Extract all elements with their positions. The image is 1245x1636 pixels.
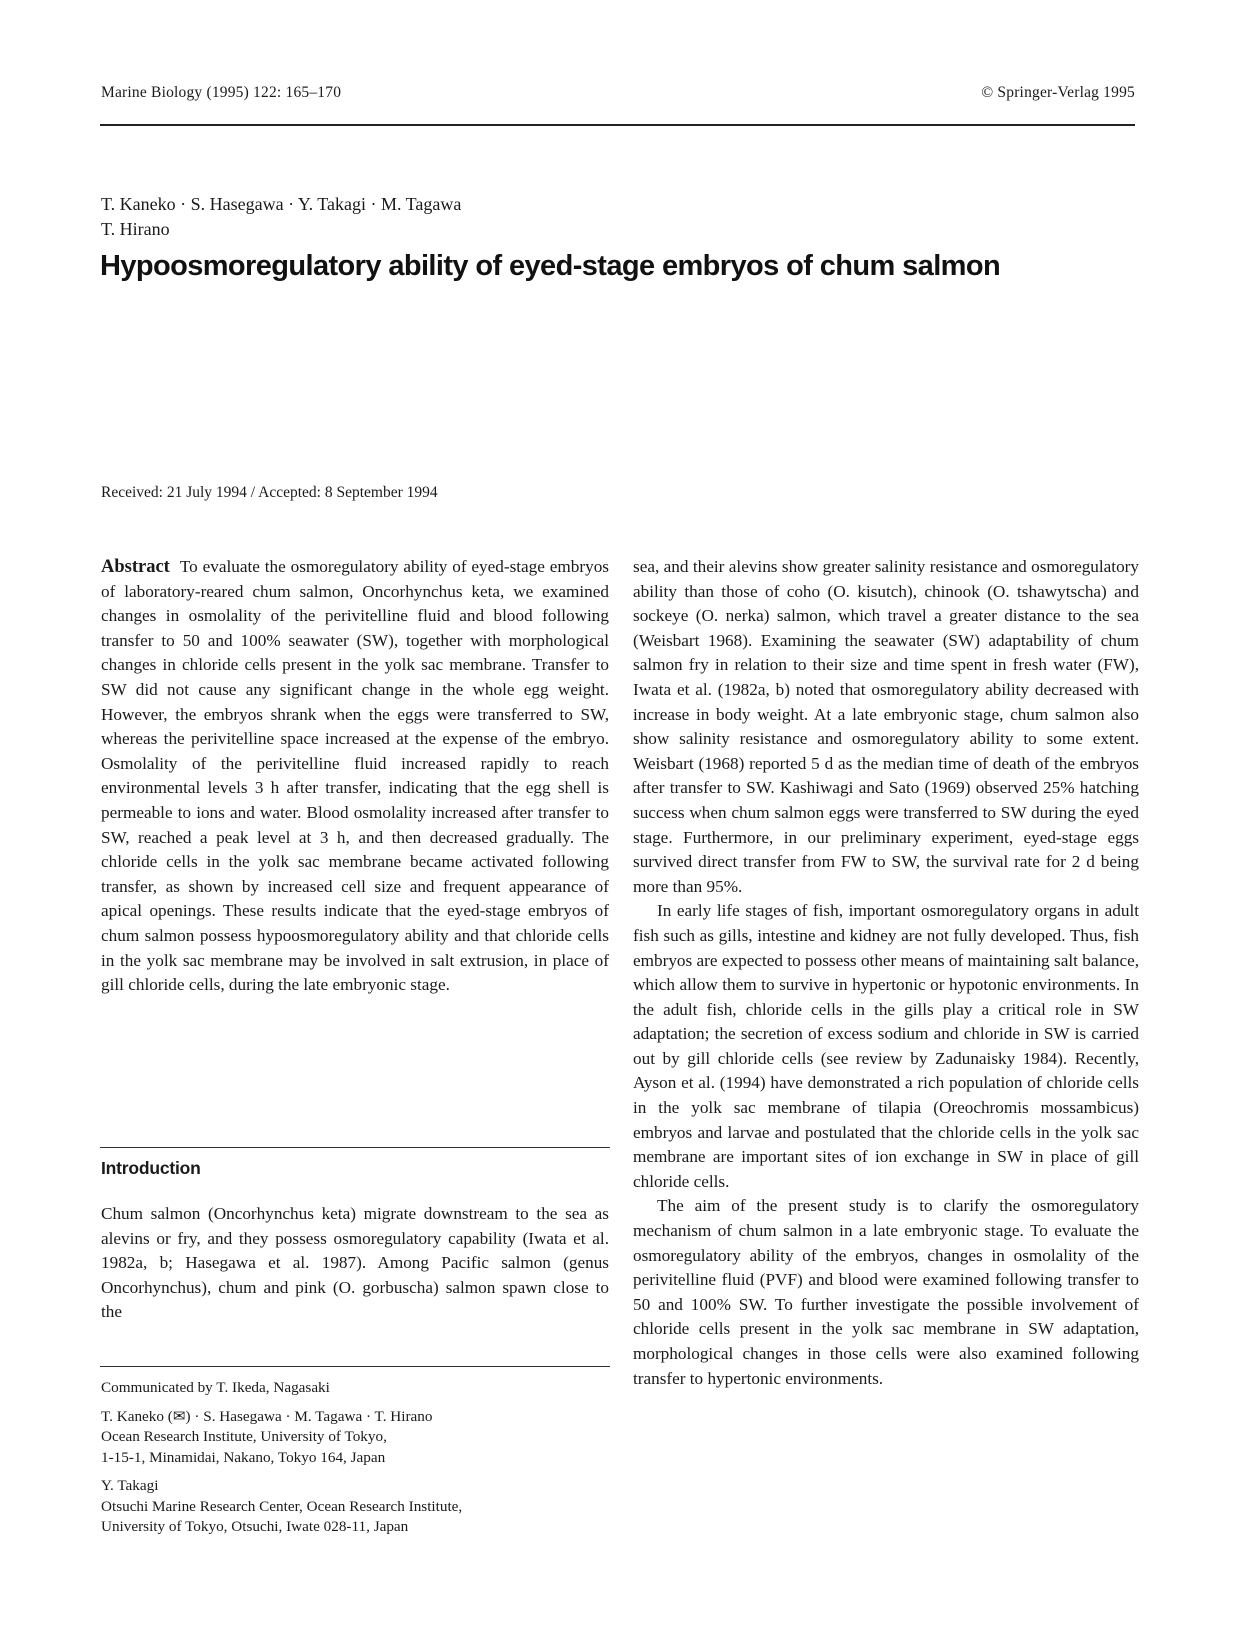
communicated-by: Communicated by T. Ikeda, Nagasaki	[101, 1379, 330, 1396]
address-block-1	[101, 1407, 611, 1469]
header-rule	[100, 124, 1135, 126]
address-2-line-2: University of Tokyo, Otsuchi, Iwate 028-11, Japan	[101, 1518, 409, 1535]
section-rule	[100, 1147, 610, 1148]
body-paragraph-3: The aim of the present study is to clarify the osmoregulatory mechanism of chum salmon in a late embryonic stage. To evaluate the osmoregulatory ability of the embryos, changes in osmolality of the perivitelline fluid (PVF) and blood were examined following transfer to 50 and 100% SW. To further investigate the possible involvement of chloride cells present in the yolk sac membrane in SW adaptation, morphological changes in those cells were also examined following transfer to hypertonic environments.	[633, 1196, 1139, 1388]
author-line-1: T. Kaneko · S. Hasegawa · Y. Takagi · M. Tagawa	[101, 194, 462, 214]
journal-reference: Marine Biology (1995) 122: 165–170	[101, 84, 342, 101]
footnotes	[101, 1378, 611, 1546]
author-list	[101, 192, 461, 242]
introduction-paragraph-1: Chum salmon (Oncorhynchus keta) migrate downstream to the sea as alevins or fry, and they possess osmoregulatory capability (Iwata et al. 1982a, b; Hasegawa et al. 1987). Among Pacific salmon (genus Oncorhynchus), chum and pink (O. gorbuscha) salmon spawn close to the	[101, 1204, 609, 1322]
abstract-heading: Abstract	[101, 557, 170, 577]
body-paragraph-continued: sea, and their alevins show greater salinity resistance and osmoregulatory ability than those of coho (O. kisutch), chinook (O. tshawytscha) and sockeye (O. nerka) salmon, which travel a greater distance to the sea (Weisbart 1968). Examining the seawater (SW) adaptability of chum salmon fry in relation to their size and time spent in fresh water (FW), Iwata et al. (1982a, b) noted that osmoregulatory ability decreased with increase in body weight. At a late embryonic stage, chum salmon also show salinity resistance and osmoregulatory ability to some extent. Weisbart (1968) reported 5 d as the median time of death of the embryos after transfer to SW. Kashiwagi and Sato (1969) observed 25% hatching success when chum salmon eggs were transferred to SW during the eyed stage. Furthermore, in our preliminary experiment, eyed-stage eggs survived direct transfer from FW to SW, the survival rate for 2 d being more than 95%.	[633, 557, 1139, 896]
address-2-line-1: Otsuchi Marine Research Center, Ocean Research Institute,	[101, 1497, 463, 1515]
address-1-line-1: Ocean Research Institute, University of Tokyo,	[101, 1428, 387, 1445]
body-paragraph-2: In early life stages of fish, important osmoregulatory organs in adult fish such as gills, intestine and kidney are not fully developed. Thus, fish embryos are expected to possess other means of maintaining salt balance, which allow them to survive in hypertonic or hypotonic environments. In the adult fish, chloride cells in the gills play a critical role in SW adaptation; the secretion of excess sodium and chloride in SW is carried out by gill chloride cells (see review by Zadunaisky 1984). Recently, Ayson et al. (1994) have demonstrated a rich population of chloride cells in the yolk sac membrane of tilapia (Oreochromis mossambicus) embryos and larvae and postulated that the chloride cells in the yolk sac membrane are important sites of ion exchange in SW in place of gill chloride cells.	[633, 901, 1139, 1191]
article-title: Hypoosmoregulatory ability of eyed-stage embryos of chum salmon	[100, 250, 1001, 282]
footnote-rule	[100, 1366, 610, 1367]
abstract-text: To evaluate the osmoregulatory ability of eyed-stage embryos of laboratory-reared chum salmon, Oncorhynchus keta, we examined changes in osmolality of the perivitelline fluid and blood following transfer to 50 and 100% seawater (SW), together with morphological changes in chloride cells present in the yolk sac membrane. Transfer to SW did not cause any significant change in the whole egg weight. However, the embryos shrank when the eggs were transferred to SW, whereas the perivitelline space increased at the expense of the embryo. Osmolality of the perivitelline fluid increased rapidly to reach environmental levels 3 h after transfer, indicating that the egg shell is permeable to ions and water. Blood osmolality increased after transfer to SW, reached a peak level at 3 h, and then decreased gradually. The chloride cells in the yolk sac membrane became activated following transfer, as shown by increased cell size and frequent appearance of apical openings. These results indicate that the eyed-stage embryos of chum salmon possess hypoosmoregulatory ability and that chloride cells in the yolk sac membrane may be involved in salt extrusion, in place of gill chloride cells, during the late embryonic stage.	[101, 557, 609, 995]
received-accepted-dates: Received: 21 July 1994 / Accepted: 8 September 1994	[101, 484, 438, 501]
address-2-names: Y. Takagi	[101, 1477, 159, 1494]
author-line-2: T. Hirano	[101, 219, 170, 239]
address-1-line-2: 1-15-1, Minamidai, Nakano, Tokyo 164, Japan	[101, 1448, 386, 1466]
abstract-paragraph	[101, 555, 609, 998]
introduction-body	[101, 1202, 609, 1325]
introduction-heading: Introduction	[101, 1158, 201, 1178]
right-column	[633, 555, 1139, 1391]
abstract-section	[101, 555, 609, 998]
copyright-notice: © Springer-Verlag 1995	[981, 84, 1135, 101]
address-block-2	[101, 1476, 611, 1538]
address-1-names: T. Kaneko (✉) · S. Hasegawa · M. Tagawa · T. Hirano	[101, 1407, 433, 1425]
